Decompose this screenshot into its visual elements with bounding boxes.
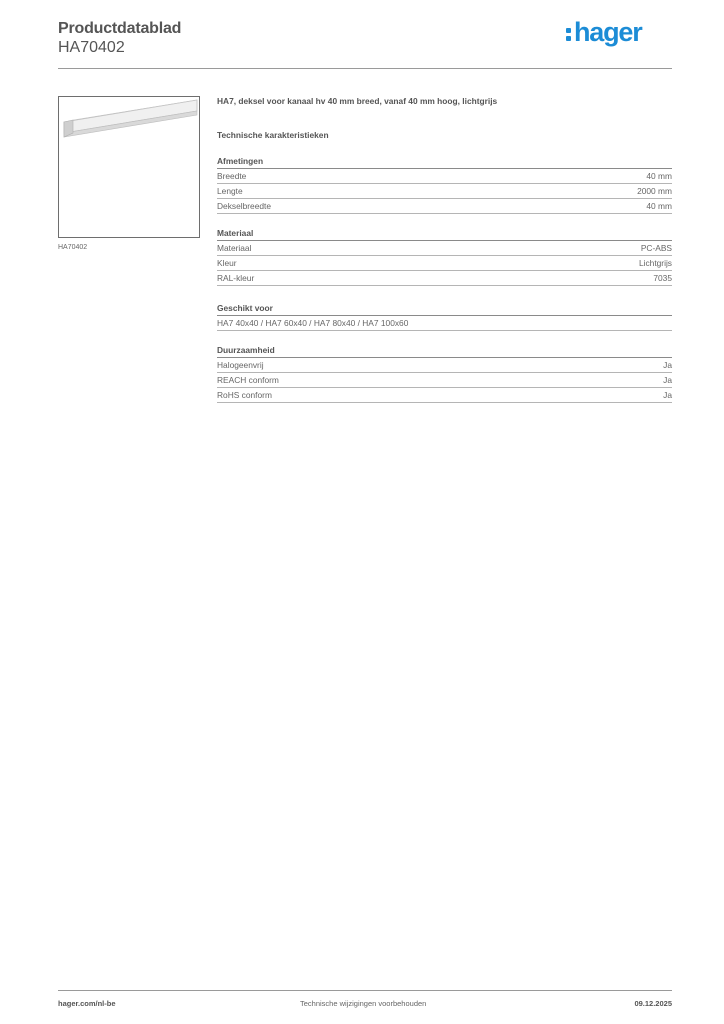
row-value: 2000 mm (637, 186, 672, 196)
table-row (217, 358, 672, 373)
row-label: Kleur (217, 258, 237, 268)
footer-website-link[interactable]: hager.com/nl-be (58, 999, 116, 1008)
logo-text: hager (574, 17, 642, 47)
product-code: HA70402 (58, 39, 125, 56)
section-materiaal (217, 228, 672, 286)
hager-logo (566, 16, 656, 48)
section-duurzaamheid (217, 345, 672, 403)
row-label: HA7 40x40 / HA7 60x40 / HA7 80x40 / HA7 100x60 (217, 318, 409, 328)
image-caption: HA70402 (58, 244, 88, 251)
footer-divider (58, 990, 672, 991)
spec-content (217, 96, 672, 403)
row-value: Ja (663, 360, 672, 370)
row-value: Ja (663, 390, 672, 400)
row-value: 7035 (653, 273, 672, 283)
table-row (217, 271, 672, 286)
product-description: HA7, deksel voor kanaal hv 40 mm breed, vanaf 40 mm hoog, lichtgrijs (217, 96, 498, 106)
table-row (217, 256, 672, 271)
row-label: Halogeenvrij (217, 360, 264, 370)
footer-date: 09.12.2025 (634, 999, 672, 1008)
row-label: Materiaal (217, 243, 252, 253)
row-label: Dekselbreedte (217, 201, 272, 211)
product-image (58, 96, 200, 238)
row-value: Lichtgrijs (638, 258, 672, 268)
table-row (217, 169, 672, 184)
row-value: 40 mm (646, 171, 672, 181)
section-title: Duurzaamheid (217, 345, 672, 358)
row-label: RoHS conform (217, 390, 272, 400)
section-geschikt-voor (217, 303, 672, 331)
tech-characteristics-title: Technische karakteristieken (217, 130, 329, 140)
table-row (217, 241, 672, 256)
cover-profile-illustration (59, 97, 199, 237)
footer-notice: Technische wijzigingen voorbehouden (300, 999, 427, 1008)
row-value: PC-ABS (640, 243, 672, 253)
table-row (217, 199, 672, 214)
section-afmetingen (217, 156, 672, 214)
section-title: Materiaal (217, 228, 672, 241)
table-row (217, 388, 672, 403)
section-title: Afmetingen (217, 156, 672, 169)
row-label: REACH conform (217, 375, 279, 385)
table-row (217, 373, 672, 388)
row-value: Ja (663, 375, 672, 385)
logo-dot-icon (566, 36, 571, 41)
row-label: Lengte (217, 186, 243, 196)
section-title: Geschikt voor (217, 303, 672, 316)
row-label: RAL-kleur (217, 273, 255, 283)
row-label: Breedte (217, 171, 247, 181)
table-row (217, 184, 672, 199)
row-value: 40 mm (646, 201, 672, 211)
header-divider (58, 68, 672, 69)
document-title: Productdatablad (58, 20, 182, 37)
table-row (217, 316, 672, 331)
logo-dot-icon (566, 28, 571, 33)
